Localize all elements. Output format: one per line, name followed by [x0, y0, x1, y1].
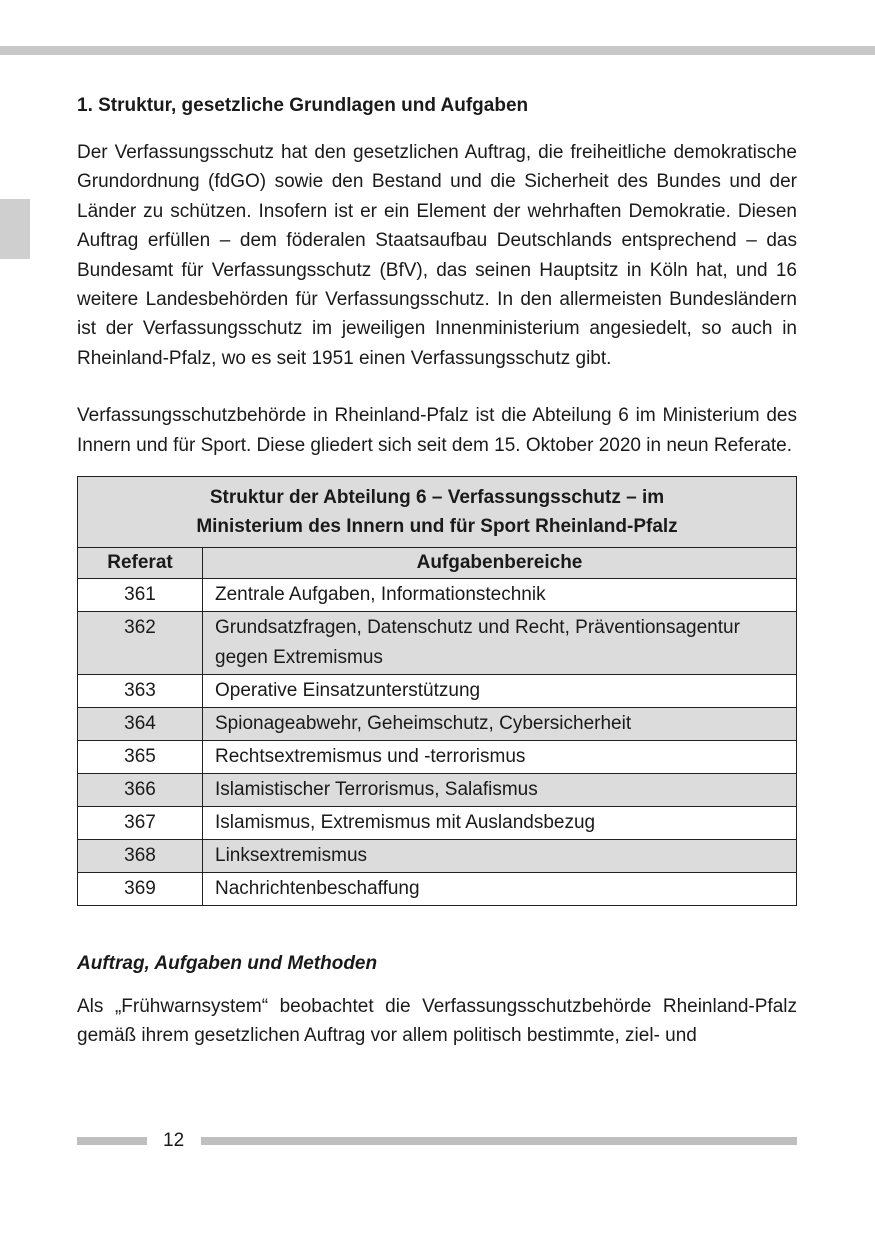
- structure-table: [77, 476, 797, 906]
- table-row: [78, 873, 797, 906]
- column-header-referat: Referat: [78, 548, 203, 579]
- page-content: [77, 92, 797, 1051]
- subsection-paragraph: Als „Frühwarnsystem“ beobachtet die Verfassungsschutzbehörde Rheinland-Pfalz gemäß ihrem gesetzlichen Auftrag vor allem politisch bestimmte, ziel- und: [77, 996, 797, 1047]
- referat-number: 364: [78, 708, 203, 741]
- table-caption: [78, 477, 797, 548]
- referat-number: 366: [78, 774, 203, 807]
- table-caption-line1: Struktur der Abteilung 6 – Verfassungsschutz – im: [209, 487, 665, 509]
- table-row: [78, 741, 797, 774]
- top-rule: [0, 46, 875, 55]
- subsection-heading: Auftrag, Aufgaben und Methoden: [77, 953, 378, 975]
- referat-description: Nachrichtenbeschaffung: [203, 873, 797, 906]
- referat-description: Linksextremismus: [203, 840, 797, 873]
- chapter-tab-marker: [0, 199, 30, 259]
- referat-number: 362: [78, 612, 203, 675]
- footer-bar-right: [201, 1137, 797, 1145]
- table-row: [78, 675, 797, 708]
- table-row: [78, 840, 797, 873]
- table-row: [78, 708, 797, 741]
- section-heading: 1. Struktur, gesetzliche Grundlagen und Aufgaben: [77, 95, 529, 116]
- table-row: [78, 579, 797, 612]
- table-caption-line2: Ministerium des Innern und für Sport Rheinland-Pfalz: [196, 516, 678, 538]
- table-row: [78, 807, 797, 840]
- referat-number: 361: [78, 579, 203, 612]
- page-footer: [0, 1129, 875, 1153]
- footer-bar-left: [77, 1137, 147, 1145]
- table-row: [78, 612, 797, 675]
- referat-description: Spionageabwehr, Geheimschutz, Cybersicherheit: [203, 708, 797, 741]
- referat-description: Islamistischer Terrorismus, Salafismus: [203, 774, 797, 807]
- referat-description: Grundsatzfragen, Datenschutz und Recht, Präventionsagentur gegen Extremismus: [203, 612, 797, 675]
- referat-number: 365: [78, 741, 203, 774]
- structure-paragraph: Verfassungsschutzbehörde in Rheinland-Pfalz ist die Abteilung 6 im Ministerium des Innern und für Sport. Diese gliedert sich seit dem 15. Oktober 2020 in neun Referate.: [77, 405, 797, 456]
- referat-description: Rechtsextremismus und -terrorismus: [203, 741, 797, 774]
- referat-description: Islamismus, Extremismus mit Auslandsbezug: [203, 807, 797, 840]
- referat-number: 368: [78, 840, 203, 873]
- referat-description: Operative Einsatzunterstützung: [203, 675, 797, 708]
- page-number: 12: [163, 1130, 185, 1151]
- referat-description: Zentrale Aufgaben, Informationstechnik: [203, 579, 797, 612]
- intro-paragraph: Der Verfassungsschutz hat den gesetzlichen Auftrag, die freiheitliche demokratische Grundordnung (fdGO) sowie den Bestand und die Sicherheit des Bundes und der Länder zu schützen. Insofern ist er ein Element der wehrhaften Demokratie. Diesen Auftrag erfüllen – dem föderalen Staatsaufbau Deutschlands entsprechend – das Bundesamt für Verfassungsschutz (BfV), das seinen Hauptsitz in Köln hat, und 16 weitere Landesbehörden für Verfassungsschutz. In den allermeisten Bundesländern ist der Verfassungsschutz im jeweiligen Innenministerium angesiedelt, so auch in Rheinland-Pfalz, wo es seit 1951 einen Verfassungsschutz gibt.: [77, 142, 797, 369]
- table-row: [78, 774, 797, 807]
- referat-number: 369: [78, 873, 203, 906]
- referat-number: 363: [78, 675, 203, 708]
- referat-number: 367: [78, 807, 203, 840]
- column-header-aufgabenbereiche: Aufgabenbereiche: [203, 548, 797, 579]
